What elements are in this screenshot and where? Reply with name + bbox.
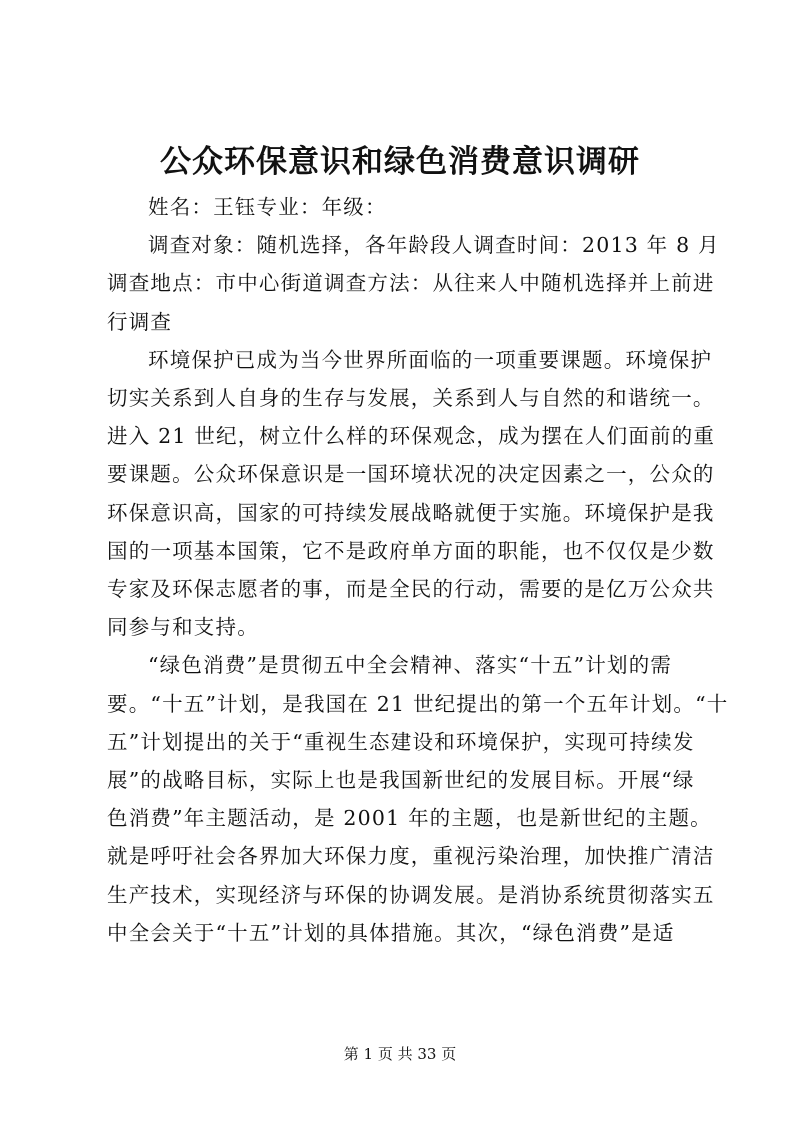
document-body xyxy=(107,188,729,952)
paragraph-line: 专家及环保志愿者的事，而是全民的行动，需要的是亿万公众共 xyxy=(107,577,715,602)
paragraph-line: 生产技术，实现经济与环保的协调发展。是消协系统贯彻落实五 xyxy=(107,882,715,907)
paragraph-line: 就是呼吁社会各界加大环保力度，重视污染治理，加快推广清洁 xyxy=(107,844,715,869)
paragraph-1 xyxy=(107,341,716,647)
paragraph-line: 五”计划提出的关于“重视生态建设和环境保护，实现可持续发 xyxy=(107,729,695,754)
paragraph-line: 进入 21 世纪，树立什么样的环保观念，成为摆在人们面前的重 xyxy=(107,424,716,449)
author-line-text: 姓名：王钰专业：年级： xyxy=(148,195,387,219)
paragraph-line: 要。“十五”计划，是我国在 21 世纪提出的第一个五年计划。“十 xyxy=(107,691,729,716)
paragraph-line: 中全会关于“十五”计划的具体措施。其次，“绿色消费”是适 xyxy=(107,920,675,945)
paragraph-line: 要课题。公众环保意识是一国环境状况的决定因素之一，公众的 xyxy=(107,462,715,487)
survey-info-line: 调查地点：市中心街道调查方法：从往来人中随机选择并上前进 xyxy=(107,271,715,296)
author-line xyxy=(107,188,707,226)
paragraph-line: 国的一项基本国策，它不是政府单方面的职能，也不仅仅是少数 xyxy=(107,538,715,563)
document-title: 公众环保意识和绿色消费意识调研 xyxy=(160,144,640,180)
paragraph-line: 同参与和支持。 xyxy=(107,615,259,640)
survey-info-line: 调查对象：随机选择，各年龄段人调查时间：2013 年 8 月 xyxy=(148,233,720,258)
paragraph-line: 环境保护已成为当今世界所面临的一项重要课题。环境保护 xyxy=(148,347,713,372)
paragraph-line: “绿色消费”是贯彻五中全会精神、落实“十五”计划的需 xyxy=(148,653,673,678)
survey-info xyxy=(107,226,720,341)
paragraph-line: 展”的战略目标，实际上也是我国新世纪的发展目标。开展“绿 xyxy=(107,768,695,793)
page-number-footer: 第 1 页 共 33 页 xyxy=(343,1045,457,1063)
paragraph-line: 环保意识高，国家的可持续发展战略就便于实施。环境保护是我 xyxy=(107,500,715,525)
survey-info-line: 行调查 xyxy=(107,309,173,334)
paragraph-line: 切实关系到人自身的生存与发展，关系到人与自然的和谐统一。 xyxy=(107,386,715,411)
paragraph-line: 色消费”年主题活动，是 2001 年的主题，也是新世纪的主题。 xyxy=(107,806,712,831)
paragraph-2 xyxy=(107,646,729,952)
